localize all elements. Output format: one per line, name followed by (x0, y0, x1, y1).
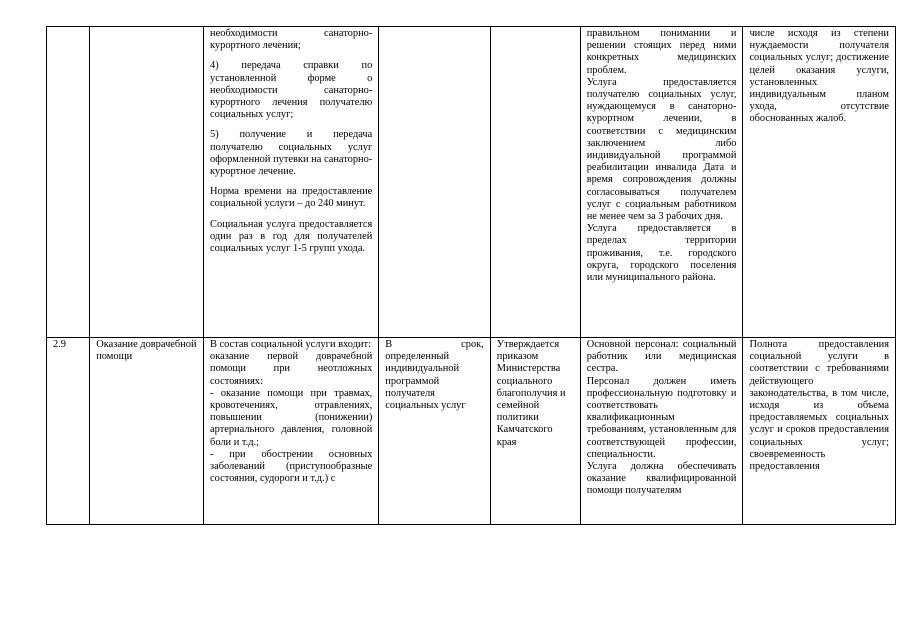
cell-number (47, 338, 90, 525)
content-paragraph: Социальная услуга предоставляется один раз в год для получателей социальных услуг 1-5 групп ухода. (210, 218, 373, 255)
table-row (47, 338, 896, 525)
cell-quality-indicators (743, 27, 896, 338)
cell-number (47, 27, 90, 338)
tariff-text: Утверждается приказом Министерства социального благополучия и семейной политики Камчатского края (496, 339, 566, 448)
conditions-paragraph: Услуга предоставляется получателю социальных услуг, нуждающемуся в санаторно-курортном лечении, в соответствии с медицинским заключением либо индивидуальной программой реабилитации инвалида Дата и время сопровождения должны согласовываться получателем услуг с социальным работником не менее чем за 3 рабочих дня. (586, 76, 737, 223)
content-paragraph: Норма времени на предоставление социальной услуги – до 240 минут. (210, 186, 373, 210)
content-paragraph: оказание первой доврачебной помощи при неотложных состояниях: (210, 351, 373, 387)
cell-tariff (490, 338, 580, 525)
cell-conditions (580, 338, 743, 525)
content-paragraph: необходимости санаторно-курортного лечения; (210, 28, 373, 52)
row-number: 2.9 (53, 339, 66, 350)
cell-term (379, 338, 491, 525)
cell-service-name (90, 338, 204, 525)
cell-tariff (490, 27, 580, 338)
content-paragraph: 4) передача справки по установленной форме о необходимости санаторно-курортного лечения получателю социальных услуг; (210, 60, 373, 121)
content-paragraph: 5) получение и передача получателю социальных услуг оформленной путевки на санаторно-курортное лечение. (210, 129, 373, 178)
cell-service-content (204, 27, 379, 338)
conditions-paragraph: Основной персонал: социальный работник или медицинская сестра. (586, 339, 737, 375)
cell-service-name (90, 27, 204, 338)
cell-service-content (204, 338, 379, 525)
conditions-paragraph: Услуга предоставляется в пределах территории проживания, т.е. городского округа, городского поселения или муниципального района. (586, 223, 737, 284)
content-paragraph: - при обострении основных заболеваний (приступообразные состояния, судороги и т.д.) с (210, 448, 373, 485)
conditions-paragraph: правильном понимании и решении стоящих перед ними конкретных медицинских проблем. (586, 28, 737, 76)
cell-term (379, 27, 491, 338)
services-table (46, 26, 896, 525)
conditions-paragraph: Персонал должен иметь профессиональную подготовку и соответствовать квалификационным требованиям, установленным для соответствующей профессии, специальности. (586, 375, 737, 460)
term-text: В срок, определенный индивидуальной программой получателя социальных услуг (385, 339, 484, 412)
table-row (47, 27, 896, 338)
content-paragraph: В состав социальной услуги входит: (210, 339, 371, 350)
cell-conditions (580, 27, 743, 338)
service-name: Оказание доврачебной помощи (96, 339, 197, 363)
cell-quality-indicators (743, 338, 896, 525)
content-paragraph: - оказание помощи при травмах, кровотечениях, отравлениях, повышении (понижении) артериального давления, головной боли и т.д.; (210, 387, 373, 448)
quality-text: Полнота предоставления социальной услуги в соответствии с требованиями действующего законодательства, в том числе, исходя из объема предоставляемых социальных услуг и сроков предоставления социальных услуг; своевременность предоставления (749, 339, 889, 473)
conditions-paragraph: Услуга должна обеспечивать оказание квалифицированной помощи получателям (586, 461, 737, 497)
quality-text: числе исходя из степени нуждаемости получателя социальных услуг; достижение целей оказания услуги, установленных индивидуальным планом ухода, отсутствие обоснованных жалоб. (749, 28, 889, 125)
